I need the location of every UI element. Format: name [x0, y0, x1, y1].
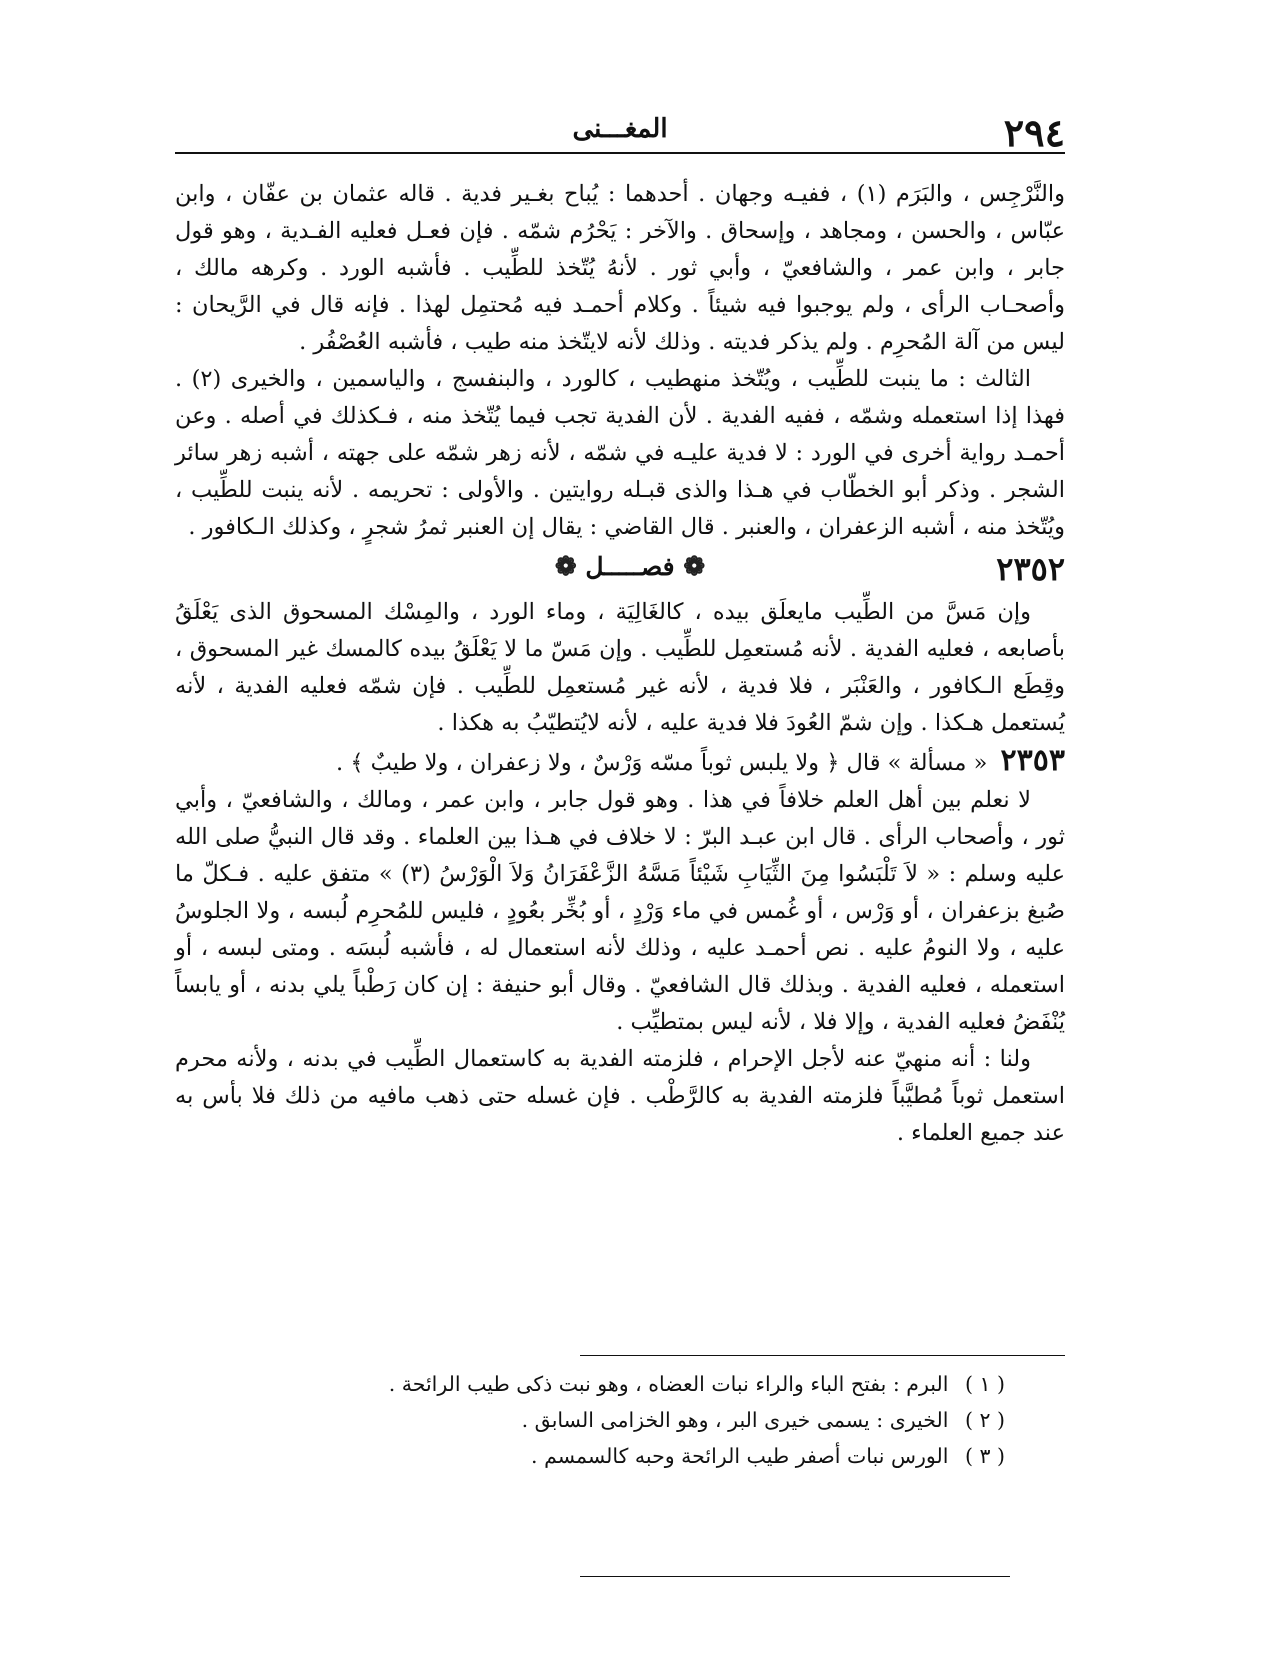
- page-header: [175, 108, 1065, 154]
- footnote-text: الورس نبات أصفر طيب الرائحة وحبه كالسمسم .: [531, 1444, 949, 1468]
- paragraph-4: لا نعلم بين أهل العلم خلافاً في هذا . وهو قول جابر ، وابن عمر ، ومالك ، والشافعيّ ، وأبي ثور ، وأصحاب الرأى . قال ابن عبـد البرّ : لا خلاف في هـذا بين العلماء . وقد قال النبيُّ صلى الله عليه وسلم : « لاَ تَلْبَسُوا مِنَ الثِّيَابِ شَيْئاً مَسَّهُ الزَّعْفَرَانُ وَلاَ الْوَرْسُ (٣) » متفق عليه . فـكلّ ما صُبغ بزعفران ، أو وَرْس ، أو غُمس في ماء وَرْدٍ ، أو بُخِّر بعُودٍ ، فليس للمُحرِم لُبسه ، ولا الجلوسُ عليه ، ولا النومُ عليه . نص أحمـد عليه ، وذلك لأنه استعمال له ، فأشبه لُبسَه . ومتى لبسه ، أو استعمله ، فعليه الفدية . وبذلك قال الشافعيّ . وقال أبو حنيفة : إن كان رَطْباً يلي بدنه ، أو يابساً يُنْفَضُ فعليه الفدية ، وإلا فلا ، لأنه ليس بمتطيِّب .: [175, 787, 1066, 1035]
- footnote-1: [175, 1366, 1005, 1402]
- footnote-text: البرم : بفتح الباء والراء نبات العضاه ، وهو نبت ذكى طيب الرائحة .: [388, 1372, 949, 1396]
- footnote-3: [175, 1438, 1005, 1474]
- running-title: المغـــنى: [572, 114, 668, 144]
- bottom-rule: [580, 1576, 1010, 1577]
- paragraph-5: ولنا : أنه منهيّ عنه لأجل الإحرام ، فلزمته الفدية به كاستعمال الطِّيب في بدنه ، ولأنه محرم استعمل ثوباً مُطيَّباً فلزمته الفدية به كالرَّطْب . فإن غسله حتى ذهب مافيه من ذلك فلا بأس به عند جميع العلماء .: [175, 1046, 1065, 1146]
- paragraph-1: والنَّرْجِس ، والبَرَم (١) ، ففيـه وجهان . أحدهما : يُباح بغـير فدية . قاله عثمان بن عفّان ، وابن عبّاس ، والحسن ، ومجاهد ، وإسحاق . والآخر : يَحْرُم شمّه . فإن فعـل فعليه الفـدية ، وهو قول جابر ، وابن عمر ، والشافعيّ ، وأبي ثور . لأنهُ يُتّخذ للطِّيب . فأشبه الورد . وكرهه مالك ، وأصحـاب الرأى ، ولم يوجبوا فيه شيئاً . وكلام أحمـد فيه مُحتمِل لهذا . فإنه قال في الرَّيحان : ليس من آلة المُحرِم . ولم يذكر فديته . وذلك لأنه لايتّخذ منه طيب ، فأشبه العُصْفُر .: [175, 181, 1066, 355]
- paragraph-2: الثالث : ما ينبت للطِّيب ، ويُتّخذ منهطيب ، كالورد ، والبنفسج ، والياسمين ، والخيرى (٢) . فهذا إذا استعمله وشمّه ، ففيه الفدية . لأن الفدية تجب فيما يُتّخذ منه ، فـكذلك في أصله . وعن أحمـد رواية أخرى في الورد : لا فدية عليـه في شمّه ، لأنه زهر شمّه على جهته ، أشبه زهر سائر الشجر . وذكر أبو الخطّاب في هـذا والذى قبـله روايتين . والأولى : تحريمه . لأنه ينبت للطِّيب ، ويُتّخذ منه ، أشبه الزعفران ، والعنبر . قال القاضي : يقال إن العنبر ثمرُ شجرٍ ، وكذلك الـكافور .: [175, 366, 1065, 540]
- footnote-mark: ( ٢ ): [964, 1408, 1005, 1432]
- page-number: ٢٩٤: [1003, 110, 1065, 155]
- paragraph-3: وإن مَسَّ من الطِّيب مايعلَق بيده ، كالغَالِيَة ، وماء الورد ، والمِسْك المسحوق الذى يَعْلَقُ بأصابعه ، فعليه الفدية . لأنه مُستعمِل للطِّيب . وإن مَسّ ما لا يَعْلَقُ بيده كالمسك غير المسحوق ، وقِطَع الـكافور ، والعَنْبَر ، فلا فدية ، لأنه غير مُستعمِل للطِّيب . فإن شمّه فعليه الفدية ، لأنه يُستعمل هـكذا . وإن شمّ العُودَ فلا فدية عليه ، لأنه لايُتطيّبُ به هكذا .: [175, 599, 1065, 736]
- main-text: [175, 176, 1065, 1152]
- section-title: [465, 552, 795, 582]
- masala-number: ٢٣٥٣: [1000, 743, 1065, 778]
- footnote-2: [175, 1402, 1005, 1438]
- masala-text: « مسألة » قال ﴿ ولا يلبس ثوباً مسّه وَرْسٌ ، ولا زعفران ، ولا طيبٌ ﴾ .: [336, 750, 988, 776]
- masala-line: [175, 742, 1065, 782]
- section-number: ٢٣٥٢: [996, 550, 1065, 588]
- ornament-icon: ❁: [554, 552, 577, 582]
- footnotes: [175, 1366, 1005, 1474]
- footnote-mark: ( ١ ): [964, 1372, 1005, 1396]
- footnote-text: الخيرى : يسمى خيرى البر ، وهو الخزامى السابق .: [521, 1408, 949, 1432]
- footnote-mark: ( ٣ ): [964, 1444, 1005, 1468]
- section-title-text: فصـــــل: [585, 552, 675, 581]
- section-heading: [175, 548, 1065, 594]
- header-rule: [175, 152, 1065, 154]
- ornament-icon: ❁: [683, 552, 706, 582]
- footnote-rule: [580, 1355, 1065, 1356]
